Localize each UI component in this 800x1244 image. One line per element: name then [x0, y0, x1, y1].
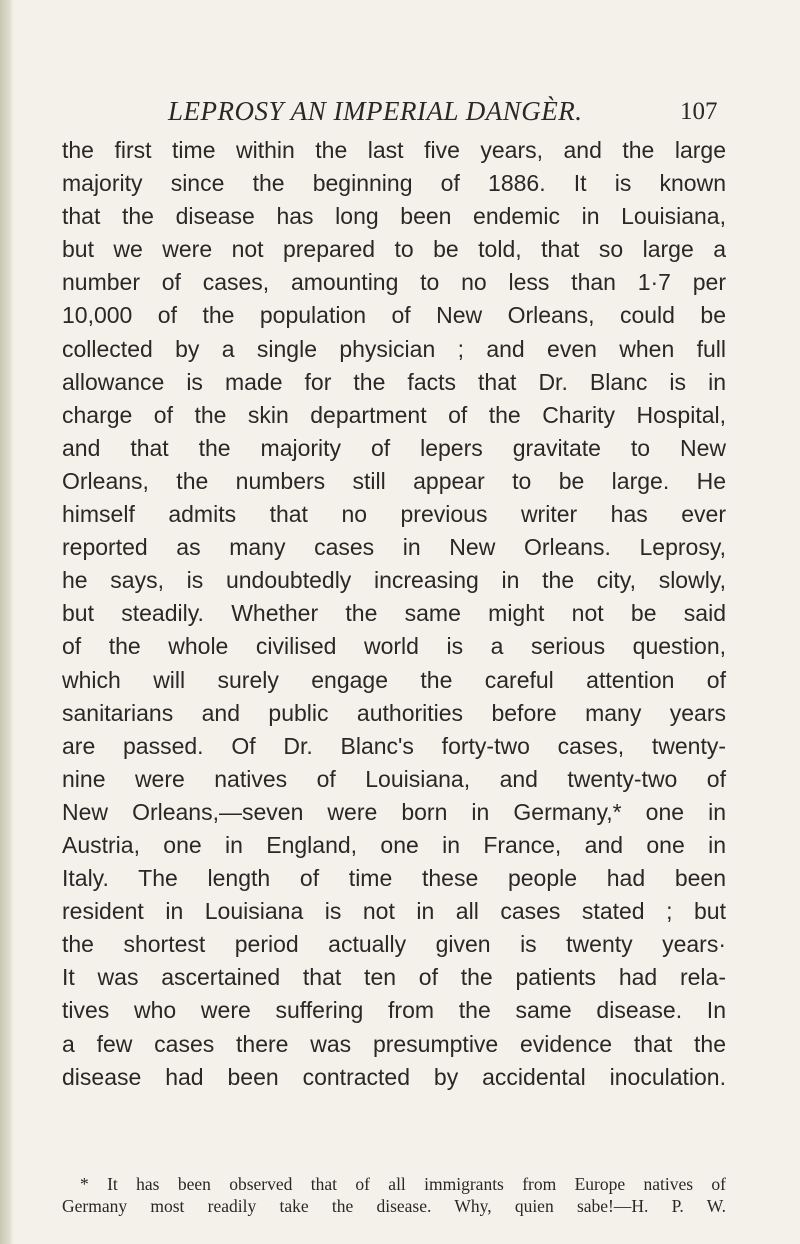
body-text — [62, 134, 726, 1094]
text-line: New Orleans,—seven were born in Germany,* one in — [62, 798, 726, 825]
text-line: number of cases, amounting to no less than 1·7 per — [62, 269, 726, 296]
text-line: tives who were suffering from the same disease. In — [62, 997, 726, 1024]
text-line: are passed. Of Dr. Blanc's forty-two cases, twenty- — [62, 732, 726, 759]
text-line: but steadily. Whether the same might not be said — [62, 600, 726, 627]
text-line: allowance is made for the facts that Dr. Blanc is in — [62, 368, 726, 395]
text-line: that the disease has long been endemic in Louisiana, — [62, 203, 726, 230]
text-line: Italy. The length of time these people had been — [62, 865, 726, 892]
running-head — [0, 96, 800, 136]
footnote-line: * It has been observed that of all immigrants from Europe natives of — [80, 1174, 726, 1194]
text-line: 10,000 of the population of New Orleans, could be — [62, 302, 726, 329]
text-line: sanitarians and public authorities before many years — [62, 699, 726, 726]
page-number: 107 — [680, 98, 718, 125]
text-line: disease had been contracted by accidental inoculation. — [62, 1063, 726, 1090]
text-line: a few cases there was presumptive evidence that the — [62, 1030, 726, 1057]
text-line: Austria, one in England, one in France, and one in — [62, 831, 726, 858]
footnote-line: Germany most readily take the disease. Why, quien sabe!—H. P. W. — [62, 1196, 726, 1216]
text-line: of the whole civilised world is a serious question, — [62, 633, 726, 660]
text-line: which will surely engage the careful attention of — [62, 666, 726, 693]
running-title: LEPROSY AN IMPERIAL DANGÈR. — [168, 96, 583, 126]
text-line: collected by a single physician ; and even when full — [62, 335, 726, 362]
text-line: but we were not prepared to be told, that so large a — [62, 236, 726, 263]
text-line: himself admits that no previous writer has ever — [62, 501, 726, 528]
text-line: It was ascertained that ten of the patients had rela- — [62, 964, 726, 991]
text-line: majority since the beginning of 1886. It is known — [62, 170, 726, 197]
text-line: and that the majority of lepers gravitate to New — [62, 434, 726, 461]
text-line: nine were natives of Louisiana, and twenty-two of — [62, 765, 726, 792]
text-line: charge of the skin department of the Charity Hospital, — [62, 401, 726, 428]
text-line: the first time within the last five years, and the large — [62, 137, 726, 163]
text-line: reported as many cases in New Orleans. Leprosy, — [62, 534, 726, 561]
text-line: the shortest period actually given is twenty years· — [62, 931, 726, 958]
text-line: he says, is undoubtedly increasing in the city, slowly, — [62, 567, 726, 594]
text-line: resident in Louisiana is not in all cases stated ; but — [62, 898, 726, 925]
footnote — [62, 1173, 726, 1217]
text-line: Orleans, the numbers still appear to be large. He — [62, 467, 726, 494]
